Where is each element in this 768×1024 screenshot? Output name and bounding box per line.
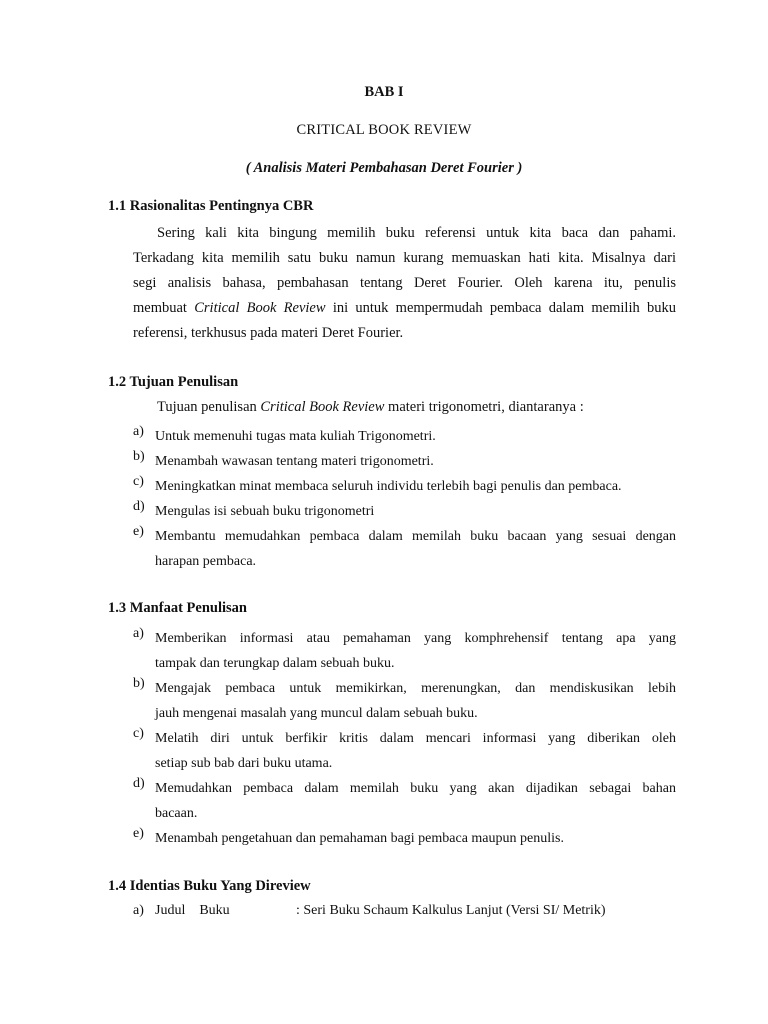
list-item-text-continued: bacaan. (155, 806, 198, 821)
list-marker: e) (133, 524, 144, 539)
emphasis-text: Critical Book Review (260, 399, 385, 415)
list-item-text: Mengulas isi sebuah buku trigonometri (155, 504, 375, 519)
list-item-text-continued: setiap sub bab dari buku utama. (155, 756, 333, 771)
section-1-4-heading: 1.4 Identias Buku Yang Direview (108, 878, 311, 894)
document-title: CRITICAL BOOK REVIEW (296, 122, 472, 138)
paragraph-line: segi analisis bahasa, pembahasan tentang Deret Fourier. Oleh karena itu, penulis (133, 275, 676, 291)
section-1-1-heading: 1.1 Rasionalitas Pentingnya CBR (108, 198, 314, 214)
list-marker: a) (133, 903, 144, 918)
text-run: ini untuk mempermudah pembaca dalam memilih buku (325, 300, 676, 316)
list-item-text: Memudahkan pembaca dalam memilah buku yang akan dijadikan sebagai bahan (155, 781, 676, 796)
text-run: materi trigonometri, diantaranya : (384, 399, 584, 415)
list-item-text-continued: jauh mengenai masalah yang muncul dalam sebuah buku. (155, 706, 478, 721)
list-marker: c) (133, 474, 144, 489)
list-item-text-continued: harapan pembaca. (155, 554, 257, 569)
list-marker: e) (133, 826, 144, 841)
list-marker: a) (133, 424, 144, 439)
section-1-3-heading: 1.3 Manfaat Penulisan (108, 600, 247, 616)
list-marker: c) (133, 726, 144, 741)
list-marker: b) (133, 449, 145, 464)
document-subtitle: ( Analisis Materi Pembahasan Deret Fourier ) (245, 160, 523, 176)
list-item-text: Melatih diri untuk berfikir kritis dalam mencari informasi yang diberikan oleh (155, 731, 676, 746)
list-item-text: Menambah wawasan tentang materi trigonometri. (155, 454, 434, 469)
list-marker: b) (133, 676, 145, 691)
chapter-label: BAB I (364, 84, 404, 100)
text-run: membuat (133, 300, 195, 316)
list-marker: d) (133, 776, 145, 791)
paragraph-line (133, 296, 676, 321)
section-1-2-heading: 1.2 Tujuan Penulisan (108, 374, 239, 390)
list-item-text: Membantu memudahkan pembaca dalam memilah buku bacaan yang sesuai dengan (155, 529, 676, 544)
identity-label: Judul Buku (155, 903, 230, 918)
list-marker: d) (133, 499, 145, 514)
paragraph-line: Sering kali kita bingung memilih buku referensi untuk kita baca dan pahami. (157, 225, 676, 241)
list-item-text: Meningkatkan minat membaca seluruh individu terlebih bagi penulis dan pembaca. (155, 479, 622, 494)
list-item-text: Menambah pengetahuan dan pemahaman bagi pembaca maupun penulis. (155, 831, 564, 846)
paragraph-line: Terkadang kita memilih satu buku namun kurang memuaskan hati kita. Misalnya dari (133, 250, 676, 266)
list-marker: a) (133, 626, 144, 641)
section-1-1-paragraph (133, 221, 676, 346)
list-item-text: Untuk memenuhi tugas mata kuliah Trigonometri. (155, 429, 436, 444)
list-item-text: Memberikan informasi atau pemahaman yang komphrehensif tentang apa yang (155, 631, 676, 646)
emphasis-text: Critical Book Review (194, 300, 326, 316)
text-run: Tujuan penulisan (157, 399, 261, 415)
identity-value: : Seri Buku Schaum Kalkulus Lanjut (Versi SI/ Metrik) (296, 903, 606, 918)
paragraph-line: referensi, terkhusus pada materi Deret Fourier. (133, 325, 404, 341)
section-1-2-intro (157, 399, 584, 416)
list-item-text-continued: tampak dan terungkap dalam sebuah buku. (155, 656, 395, 671)
list-item-text: Mengajak pembaca untuk memikirkan, merenungkan, dan mendiskusikan lebih (155, 681, 676, 696)
